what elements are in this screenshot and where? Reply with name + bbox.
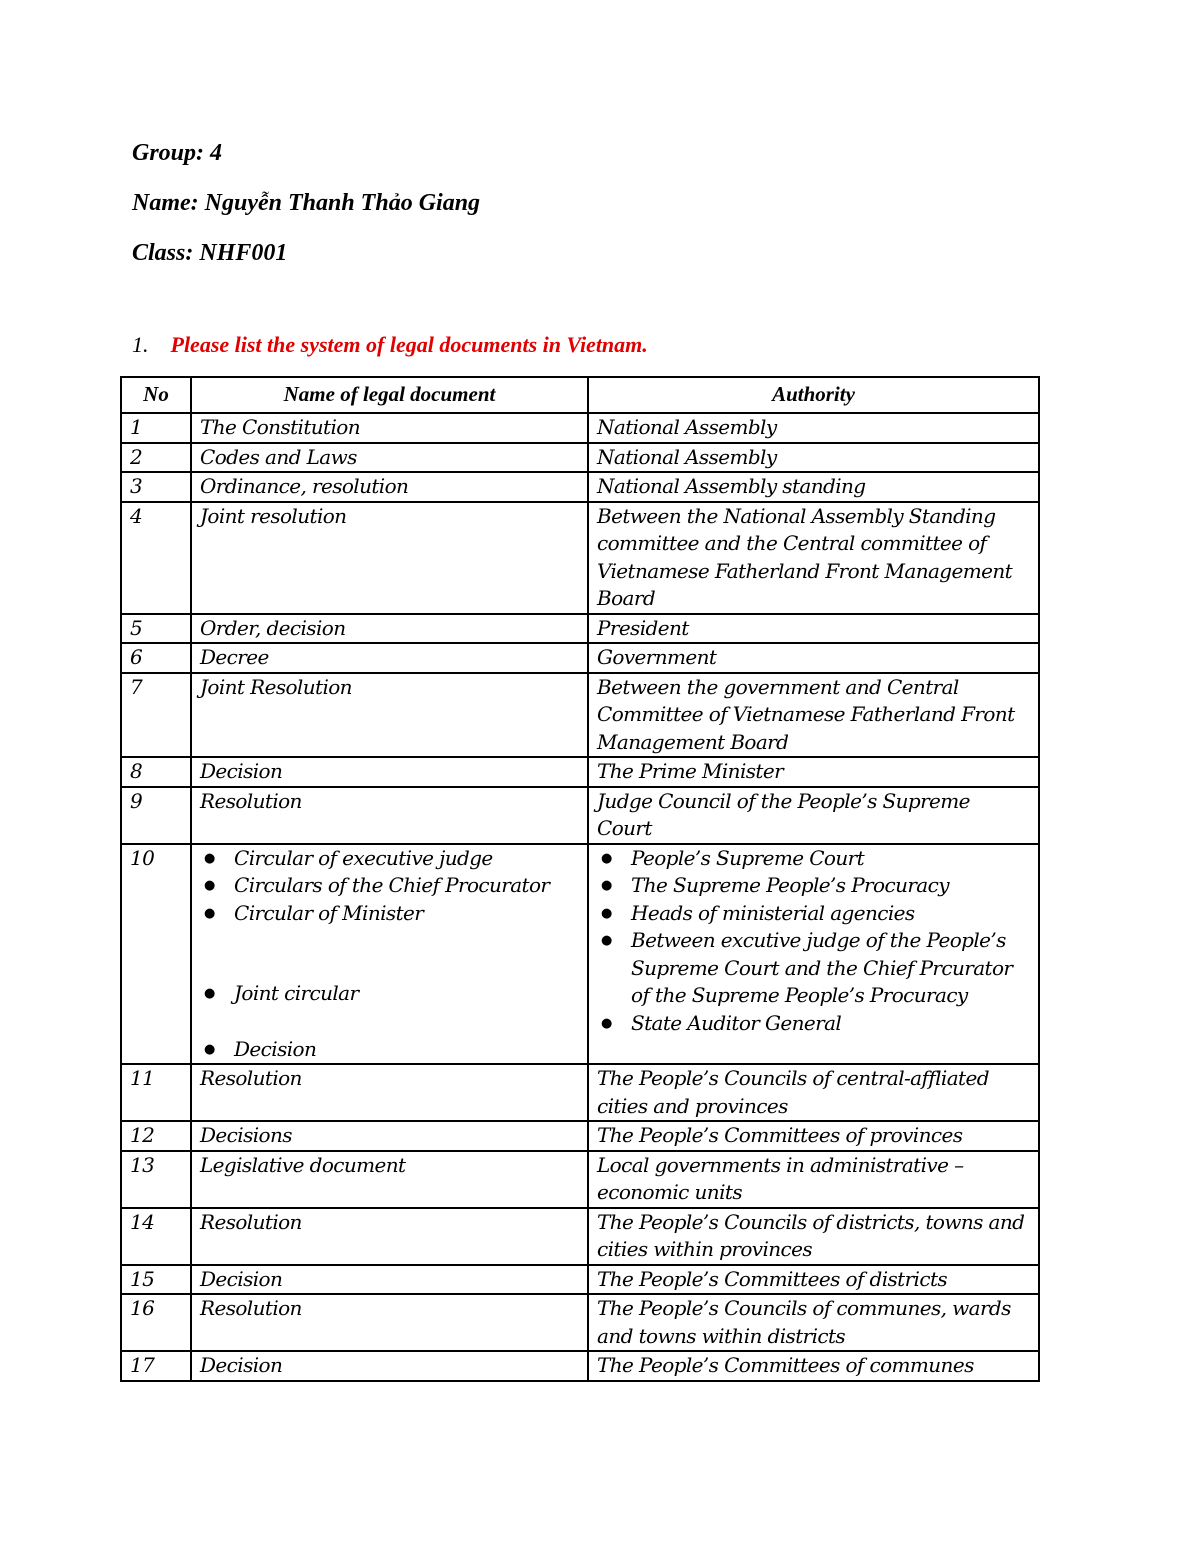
table-row [121, 757, 1039, 787]
row-name: Decision [191, 1351, 588, 1381]
row-authority: National Assembly [588, 413, 1039, 443]
list-item: ● Joint circular [200, 980, 579, 1008]
table-row [121, 614, 1039, 644]
row-no: 5 [121, 614, 191, 644]
row-authority: The People’s Committees of communes [588, 1351, 1039, 1381]
row-no: 3 [121, 472, 191, 502]
row-no: 17 [121, 1351, 191, 1381]
row-authority: The People’s Councils of central-affliated cities and provinces [588, 1064, 1039, 1121]
row-authority: National Assembly standing [588, 472, 1039, 502]
table-header-row [121, 377, 1039, 413]
row-authority: Between the National Assembly Standing committee and the Central committee of Vietnamese Fatherland Front Management Board [588, 502, 1039, 614]
list-item: ● Circular of Minister [200, 900, 579, 928]
row-no: 9 [121, 787, 191, 844]
row-no: 16 [121, 1294, 191, 1351]
row-no: 10 [121, 844, 191, 1065]
table-row [121, 1208, 1039, 1265]
row-name: Joint resolution [191, 502, 588, 614]
row-authority: Between the government and Central Committee of Vietnamese Fatherland Front Management Board [588, 673, 1039, 758]
list-item: ● People’s Supreme Court [597, 845, 1030, 873]
legal-documents-table [120, 376, 1040, 1382]
row-authority: Judge Council of the People’s Supreme Court [588, 787, 1039, 844]
row-authority: The People’s Committees of provinces [588, 1121, 1039, 1151]
list-item: ● Heads of ministerial agencies [597, 900, 1030, 928]
row-name: Order, decision [191, 614, 588, 644]
row-name: Resolution [191, 1064, 588, 1121]
row-authority: The People’s Councils of communes, wards and towns within districts [588, 1294, 1039, 1351]
table-row [121, 1064, 1039, 1121]
row-name: Joint Resolution [191, 673, 588, 758]
table-row [121, 443, 1039, 473]
row-name: Ordinance, resolution [191, 472, 588, 502]
row-no: 15 [121, 1265, 191, 1295]
row-no: 4 [121, 502, 191, 614]
row-no: 8 [121, 757, 191, 787]
row-no: 6 [121, 643, 191, 673]
name-label: Name: Nguyễn Thanh Thảo Giang [132, 190, 481, 216]
class-label: Class: NHF001 [132, 240, 288, 266]
table-row [121, 787, 1039, 844]
row-name: Legislative document [191, 1151, 588, 1208]
row-no: 7 [121, 673, 191, 758]
row-name: Resolution [191, 787, 588, 844]
row-no: 14 [121, 1208, 191, 1265]
header-authority: Authority [588, 377, 1039, 413]
question-text: Please list the system of legal documents in Vietnam. [170, 332, 648, 357]
row-name: The Constitution [191, 413, 588, 443]
row-no: 11 [121, 1064, 191, 1121]
list-item: ● State Auditor General [597, 1010, 1030, 1038]
row-name-list [191, 844, 588, 1065]
row-authority: National Assembly [588, 443, 1039, 473]
list-item: ● Circular of executive judge [200, 845, 579, 873]
row-no: 12 [121, 1121, 191, 1151]
table-row [121, 673, 1039, 758]
header-no: No [121, 377, 191, 413]
table-row [121, 1294, 1039, 1351]
row-authority-list [588, 844, 1039, 1065]
row-name: Resolution [191, 1208, 588, 1265]
group-label: Group: 4 [132, 140, 223, 166]
row-authority: The People’s Councils of districts, towns and cities within provinces [588, 1208, 1039, 1265]
row-authority: Local governments in administrative – economic units [588, 1151, 1039, 1208]
table-row [121, 844, 1039, 1065]
row-no: 1 [121, 413, 191, 443]
row-authority: The People’s Committees of districts [588, 1265, 1039, 1295]
table-row [121, 1265, 1039, 1295]
table-row [121, 1151, 1039, 1208]
list-item: ● The Supreme People’s Procuracy [597, 872, 1030, 900]
table-row [121, 643, 1039, 673]
table-row [121, 1351, 1039, 1381]
question-number: 1. [132, 332, 149, 357]
table-row [121, 1121, 1039, 1151]
question-1 [132, 331, 648, 359]
row-name: Resolution [191, 1294, 588, 1351]
header-name: Name of legal document [191, 377, 588, 413]
table-row [121, 502, 1039, 614]
row-authority: Government [588, 643, 1039, 673]
row-authority: The Prime Minister [588, 757, 1039, 787]
row-no: 2 [121, 443, 191, 473]
row-no: 13 [121, 1151, 191, 1208]
list-item: ● Decision [200, 1036, 579, 1064]
row-name: Decision [191, 757, 588, 787]
row-name: Decree [191, 643, 588, 673]
table-row [121, 413, 1039, 443]
row-name: Decisions [191, 1121, 588, 1151]
row-name: Decision [191, 1265, 588, 1295]
row-name: Codes and Laws [191, 443, 588, 473]
list-item: ● Between excutive judge of the People’s Supreme Court and the Chief Prcurator of the Supreme People’s Procuracy [597, 927, 1030, 1010]
list-item: ● Circulars of the Chief Procurator [200, 872, 579, 900]
table-row [121, 472, 1039, 502]
row-authority: President [588, 614, 1039, 644]
